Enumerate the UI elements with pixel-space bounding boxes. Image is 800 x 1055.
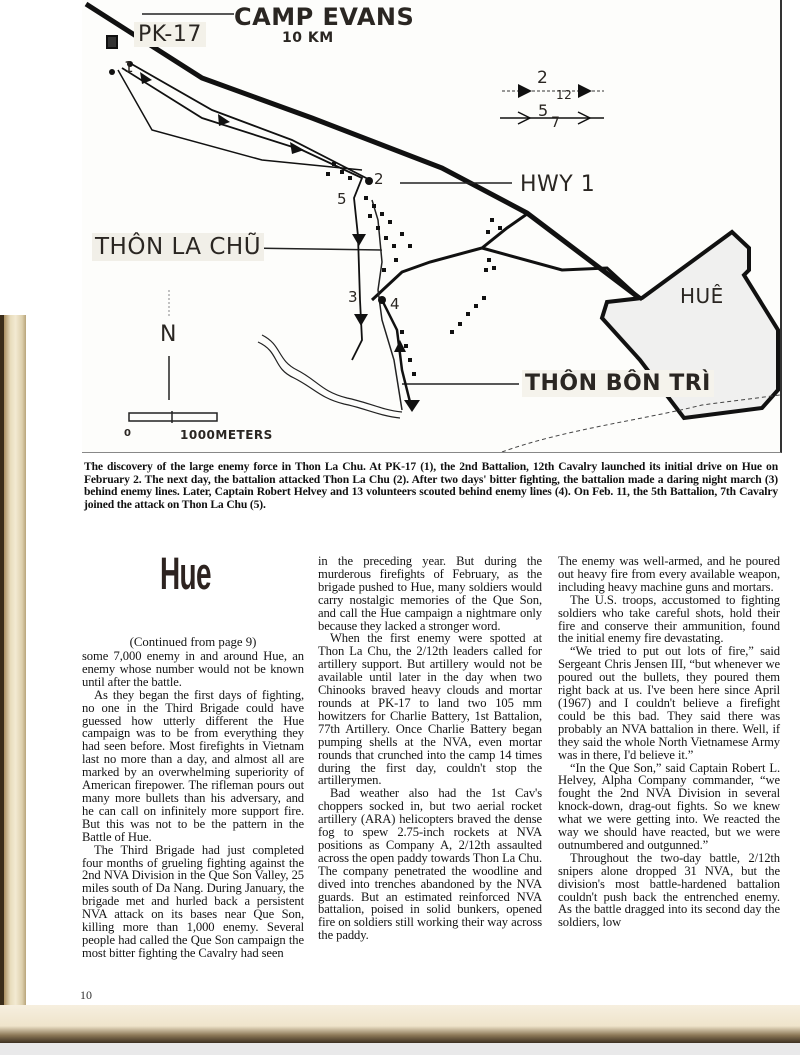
route-arrow (404, 400, 420, 412)
book-spine-shadow (0, 315, 4, 1015)
paragraph: in the preceding year. But during the murderous firefights of February, as the brigade pushed to Hue, many soldiers would carry nostalgic memories of the Que Son, and call the Hue campaign a nightmare only because they lacked a stronger word. (318, 554, 542, 633)
background-strip (0, 1043, 800, 1055)
label-camp-evans-distance: 10 KM (282, 30, 334, 46)
paragraph: some 7,000 enemy in and around Hue, an enemy whose number would not be known until after the battle. (82, 649, 304, 689)
route-arrow (290, 142, 304, 154)
article-column-2 (318, 555, 542, 942)
label-thon-bon-tri: THÔN BÔN TRÌ (522, 370, 714, 397)
paragraph: The U.S. troops, accustomed to fighting soldiers who take careful shots, hold their fire and conserve their ammunition, found the initial enemy fire devastating. (558, 592, 780, 646)
leader-line-thon-la-chu (247, 248, 382, 250)
position-dot (109, 69, 115, 75)
scale-zero-label: 0 (124, 428, 132, 439)
route-number-5: 5 (337, 190, 348, 208)
paragraph: As they began the first days of fighting, no one in the Third Brigade could have guessed how utterly different the Hue campaign was to be from everything they had seen before. Most firefights in Vietnam last no more than a day, and almost all are marked by an overwhelming superiority of American firepower. The rifleman pours out many more bullets than his adversary, and he can call on infinitely more support fire. But this was not to be the pattern in the Battle of Hue. (82, 687, 304, 844)
article-column-1 (82, 650, 304, 960)
road (372, 214, 527, 300)
label-pk17: PK-17 (134, 22, 206, 47)
legend-unit-top: 5 (538, 101, 549, 120)
article-headline: Hue (160, 548, 211, 599)
map-caption: The discovery of the large enemy force in Thon La Chu. At PK-17 (1), the 2nd Battalion, 12th Cavalry launched its initial drive on Hue on February 2. The next day, the battalion attacked Thon La Chu (2). After two days' bitter fighting, the battalion made a daring night march (3) behind enemy lines. Later, Captain Robert Helvey and 13 volunteers scouted behind enemy lines (4). On Feb. 11, the 5th Battalion, 7th Cavalry joined the attack on Thon La Chu (5). (84, 460, 778, 511)
paragraph: “We tried to put out lots of fire,” said Sergeant Chris Jensen III, “but whenever we poured out the bullets, they poured them right back at us. I've been here since April (1967) and I couldn't believe a firefight could be this bad. They said there was probably an NVA battalion in there. Well, if they said the whole North Vietnamese Army was in there, I'd believe it.” (558, 644, 780, 762)
paragraph: When the first enemy were spotted at Thon La Chu, the 2/12th leaders called for artillery support. But artillery would not be available until later in the day when two Chinooks braved heavy clouds and mortar rounds at PK-17 to land two 105 mm howitzers for Charlie Battery, 1st Battalion, 77th Artillery. Once Charlie Battery began pumping shells at the NVA, even mortar rounds that crunched into the camp 14 times during the first day, couldn't stop the artillerymen. (318, 631, 542, 788)
article-column-3 (558, 555, 780, 929)
legend-arrow (578, 84, 592, 98)
route-arrow (352, 234, 366, 246)
route-number-2: 2 (374, 170, 385, 188)
book-bottom-edge (0, 1005, 800, 1043)
position-dot (365, 177, 373, 185)
position-dot (378, 296, 386, 304)
legend-unit-top: 2 (537, 68, 549, 88)
label-camp-evans: CAMP EVANS (234, 3, 415, 31)
route-arrow (354, 314, 368, 326)
scale-bar (129, 413, 217, 421)
road (482, 248, 642, 300)
battle-map (82, 0, 782, 453)
route-number-1: 1 (124, 58, 135, 76)
legend-unit-bottom: 12 (556, 88, 573, 102)
continued-from-note: (Continued from page 9) (129, 635, 257, 649)
route-2-12 (122, 68, 362, 360)
pk17-marker (107, 36, 117, 48)
label-north: N (160, 322, 177, 347)
paragraph: The enemy was well-armed, and he poured out heavy fire from every available weapon, including heavy machine guns and mortars. (558, 554, 780, 594)
label-hwy-1: HWY 1 (520, 172, 596, 197)
label-hue: HUÊ (680, 284, 724, 308)
paragraph: Throughout the two-day battle, 2/12th snipers alone dropped 31 NVA, but the division's most battle-hardened battalion couldn't push back the entrenched enemy. As the battle dragged into its second day the soldiers, low (558, 850, 780, 930)
route-number-4: 4 (390, 295, 401, 313)
legend-unit-bottom: 7 (551, 115, 561, 131)
label-thon-la-chu: THÔN LA CHŨ (92, 233, 264, 261)
scale-label: 1000METERS (180, 428, 273, 442)
paragraph: “In the Que Son,” said Captain Robert L. Helvey, Alpha Company commander, “we fought the 2nd NVA Division in several knock-down, drag-out fights. So we knew what we were getting into. We reacted the way we should have reacted, but we were outnumbered and outgunned.” (558, 760, 780, 852)
paragraph: Bad weather also had the 1st Cav's choppers socked in, but two aerial rocket artillery (ARA) helicopters braved the dense fog to spew 2.75-inch rockets at NVA positions as Company A, 2/12th assaulted across the open paddy towards Thon La Chu. The company penetrated the woodline and dived into trenches abandoned by the NVA guards. But an estimated reinforced NVA battalion, poised in solid bunkers, opened fire on soldiers still working their way across the paddy. (318, 786, 542, 943)
paragraph: The Third Brigade had just completed four months of grueling fighting against the 2nd NVA Division in the Que Son Valley, 25 miles south of Da Nang. During January, the brigade met and hurled back a persistent NVA attack on its bases near Que Son, killing more than 1,000 enemy. Several people had called the Que Son campaign the most bitter fighting the Cavalry had seen (82, 842, 304, 960)
page-number: 10 (80, 988, 92, 1002)
route-4 (382, 300, 412, 410)
route-number-3: 3 (348, 288, 359, 306)
legend-arrow (518, 84, 532, 98)
